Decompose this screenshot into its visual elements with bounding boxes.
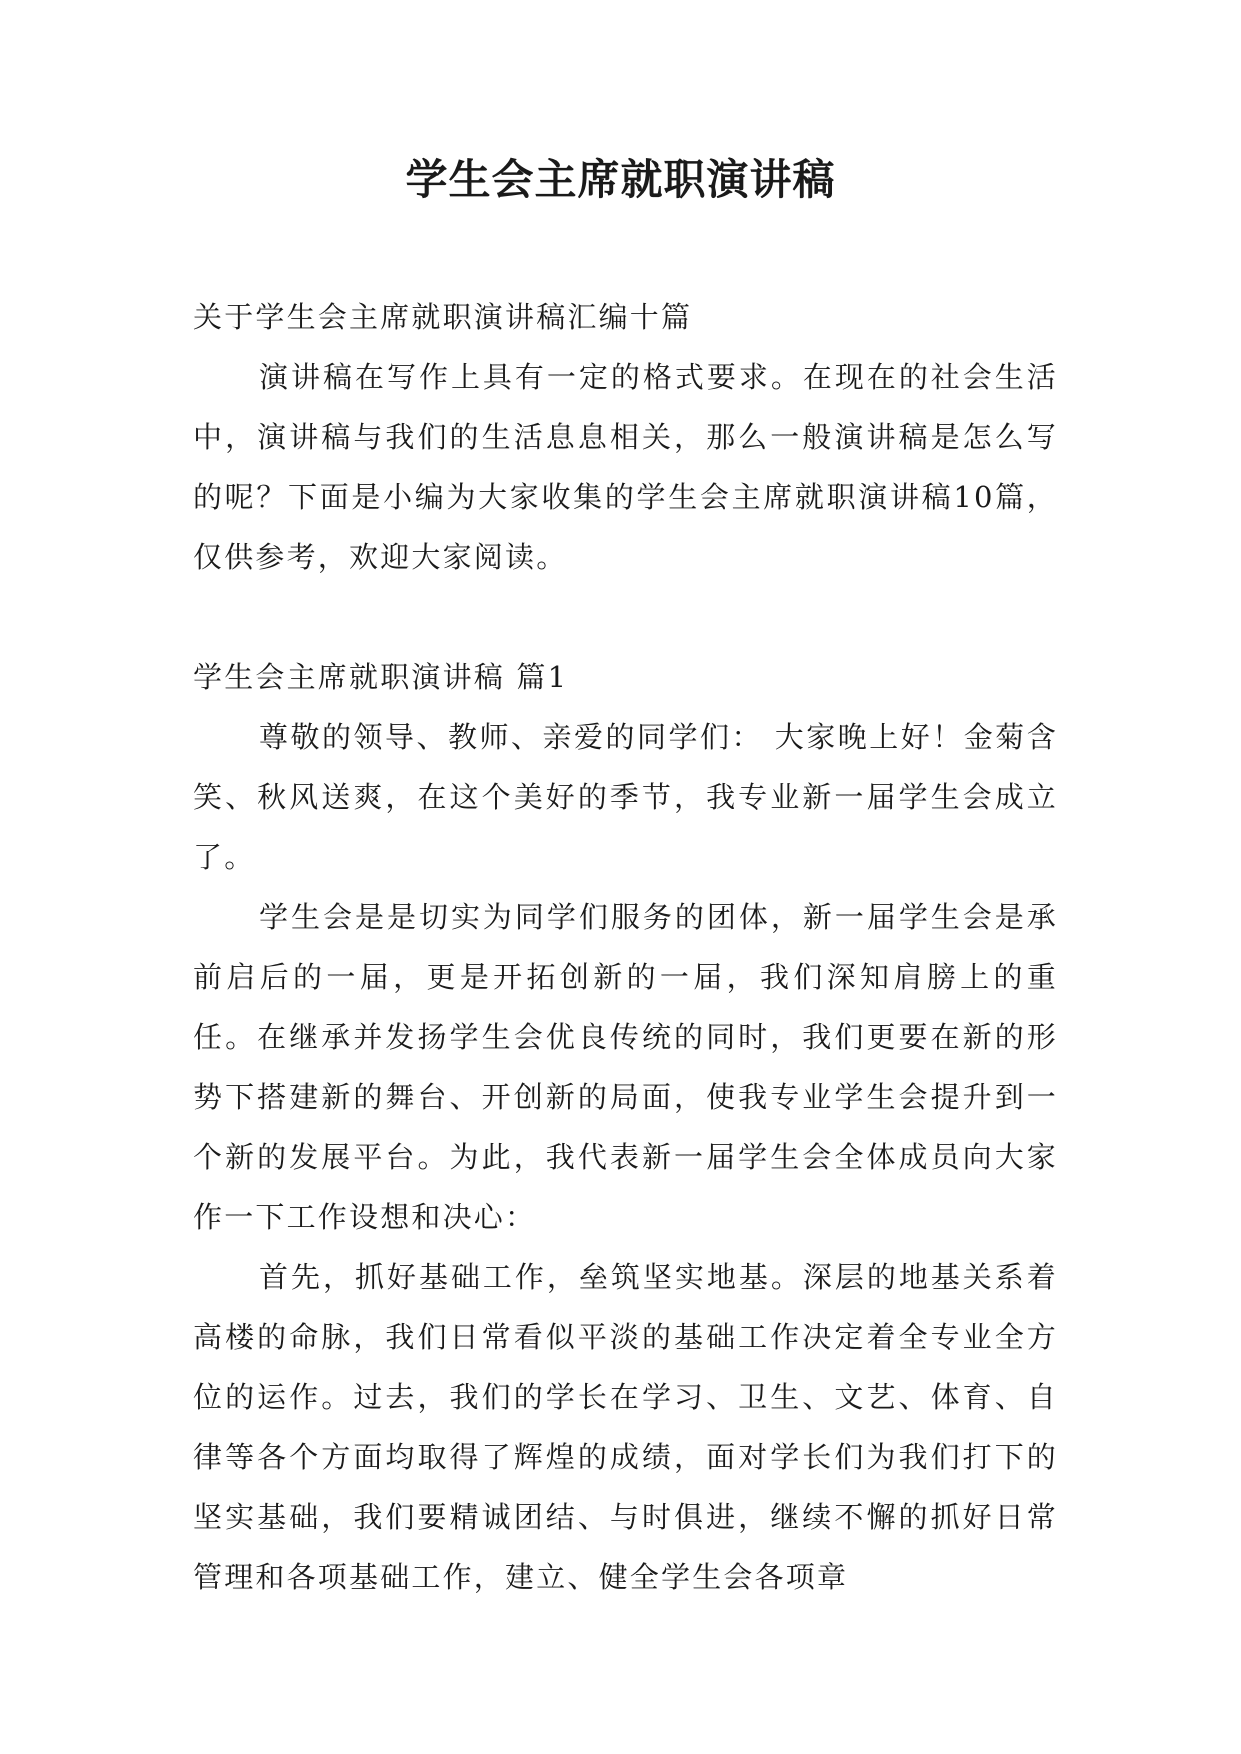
intro-paragraph: 演讲稿在写作上具有一定的格式要求。在现在的社会生活中，演讲稿与我们的生活息息相关，那么一般演讲稿是怎么写的呢？下面是小编为大家收集的学生会主席就职演讲稿10篇，仅供参考，欢迎大家阅读。 — [193, 360, 1058, 574]
intro-heading: 关于学生会主席就职演讲稿汇编十篇 — [193, 300, 693, 334]
document-title: 学生会主席就职演讲稿 — [405, 155, 836, 204]
document-body — [193, 287, 1058, 1607]
body-paragraph: 尊敬的领导、教师、亲爱的同学们： 大家晚上好！金菊含笑、秋风送爽，在这个美好的季节，我专业新一届学生会成立了。 — [193, 720, 1058, 874]
body-paragraph: 首先，抓好基础工作，垒筑坚实地基。深层的地基关系着高楼的命脉，我们日常看似平淡的基础工作决定着全专业全方位的运作。过去，我们的学长在学习、卫生、文艺、体育、自律等各个方面均取得了辉煌的成绩，面对学长们为我们打下的坚实基础，我们要精诚团结、与时俱进，继续不懈的抓好日常管理和各项基础工作，建立、健全学生会各项章 — [193, 1260, 1058, 1594]
body-paragraph: 学生会是是切实为同学们服务的团体，新一届学生会是承前启后的一届，更是开拓创新的一届，我们深知肩膀上的重任。在继承并发扬学生会优良传统的同时，我们更要在新的形势下搭建新的舞台、开创新的局面，使我专业学生会提升到一个新的发展平台。为此，我代表新一届学生会全体成员向大家作一下工作设想和决心： — [193, 900, 1058, 1234]
section-heading: 学生会主席就职演讲稿 篇1 — [193, 660, 569, 694]
section-spacer — [193, 587, 1058, 647]
